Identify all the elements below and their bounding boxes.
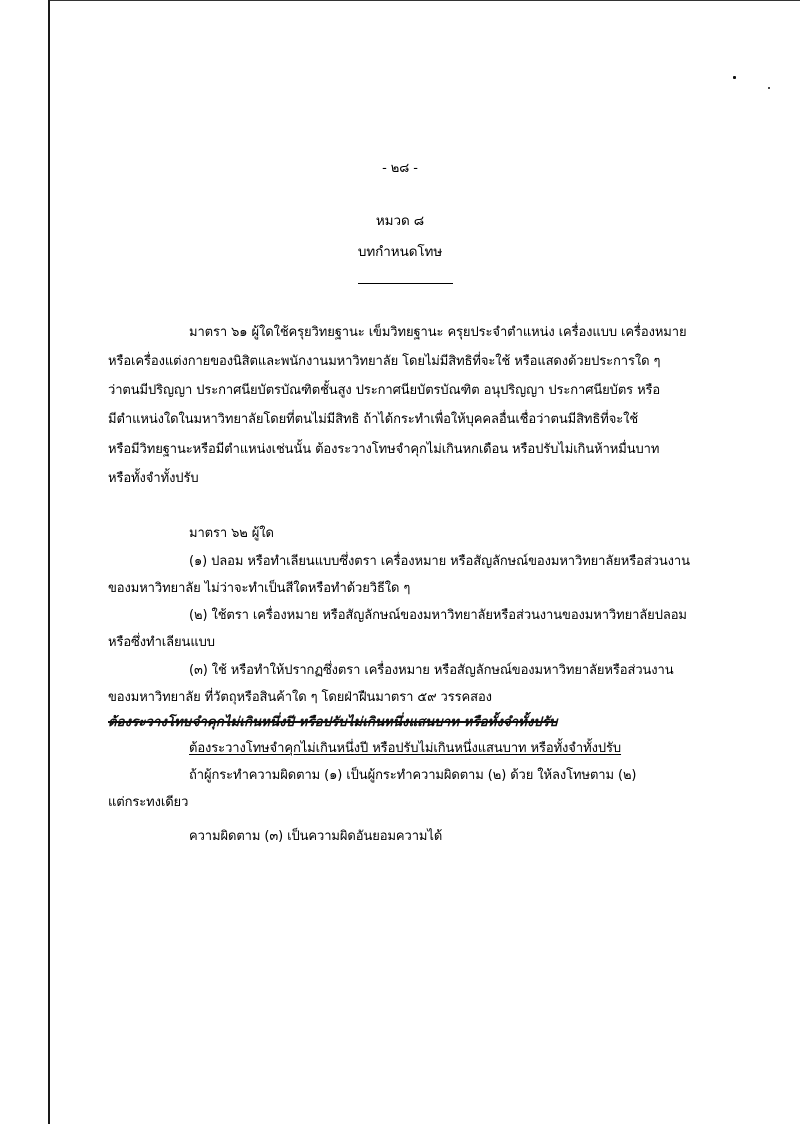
scan-top-border xyxy=(48,0,800,1)
combined-offense-cont: แต่กระทงเดียว xyxy=(108,795,189,810)
section-61-line: หรือเครื่องแต่งกายของนิสิตและพนักงานมหาวิทยาลัย โดยไม่มีสิทธิที่จะใช้ หรือแสดงด้วยประการใด ๆ xyxy=(108,354,661,369)
page-number: - ๒๘ - xyxy=(382,161,418,176)
combined-offense-line: ถ้าผู้กระทำความผิดตาม (๑) เป็นผู้กระทำความผิดตาม (๒) ด้วย ให้ลงโทษตาม (๒) xyxy=(189,768,637,783)
section-61-line: หรือมีวิทยฐานะหรือมีตำแหน่งเช่นนั้น ต้องระวางโทษจำคุกไม่เกินหกเดือน หรือปรับไม่เกินห้าหมื่นบาท xyxy=(108,442,660,457)
section-62-item-2-cont: หรือซึ่งทำเลียนแบบ xyxy=(108,635,215,650)
section-61-line: มีตำแหน่งใดในมหาวิทยาลัยโดยที่ตนไม่มีสิทธิ ถ้าได้กระทำเพื่อให้บุคคลอื่นเชื่อว่าตนมีสิทธิที่จะใช้ xyxy=(108,412,639,427)
struck-penalty-line: ต้องระวางโทษจำคุกไม่เกินหนึ่งปี หรือปรับไม่เกินหนึ่งแสนบาท หรือทั้งจำทั้งปรับ xyxy=(108,715,558,730)
compoundable-offense-line: ความผิดตาม (๓) เป็นความผิดอันยอมความได้ xyxy=(189,829,443,844)
section-61-line: ว่าตนมีปริญญา ประกาศนียบัตรบัณฑิตชั้นสูง ประกาศนียบัตรบัณฑิต อนุปริญญา ประกาศนียบัตร หรือ xyxy=(108,383,661,398)
section-62-item-1: (๑) ปลอม หรือทำเลียนแบบซึ่งตรา เครื่องหมาย หรือสัญลักษณ์ของมหาวิทยาลัยหรือส่วนงาน xyxy=(189,554,690,569)
scan-speck xyxy=(768,87,770,89)
section-62-item-1-cont: ของมหาวิทยาลัย ไม่ว่าจะทำเป็นสีใดหรือทำด้วยวิธีใด ๆ xyxy=(108,581,411,596)
heading-rule xyxy=(358,283,453,284)
scan-speck xyxy=(733,76,736,79)
section-62-item-3-cont: ของมหาวิทยาลัย ที่วัตถุหรือสินค้าใด ๆ โดยฝ่าฝืนมาตรา ๕๙ วรรคสอง xyxy=(108,690,492,705)
chapter-title: บทกำหนดโทษ xyxy=(357,244,443,260)
section-62-item-2: (๒) ใช้ตรา เครื่องหมาย หรือสัญลักษณ์ของมหาวิทยาลัยหรือส่วนงานของมหาวิทยาลัยปลอม xyxy=(189,608,687,623)
section-61-line: หรือทั้งจำทั้งปรับ xyxy=(108,471,199,486)
amended-penalty-line: ต้องระวางโทษจำคุกไม่เกินหนึ่งปี หรือปรับไม่เกินหนึ่งแสนบาท หรือทั้งจำทั้งปรับ xyxy=(189,741,622,756)
section-62-item-3: (๓) ใช้ หรือทำให้ปรากฏซึ่งตรา เครื่องหมาย หรือสัญลักษณ์ของมหาวิทยาลัยหรือส่วนงาน xyxy=(189,663,674,678)
chapter-number: หมวด ๘ xyxy=(375,213,425,229)
section-61-line: มาตรา ๖๑ ผู้ใดใช้ครุยวิทยฐานะ เข็มวิทยฐานะ ครุยประจำตำแหน่ง เครื่องแบบ เครื่องหมาย xyxy=(189,325,687,340)
section-62-heading: มาตรา ๖๒ ผู้ใด xyxy=(189,526,274,541)
